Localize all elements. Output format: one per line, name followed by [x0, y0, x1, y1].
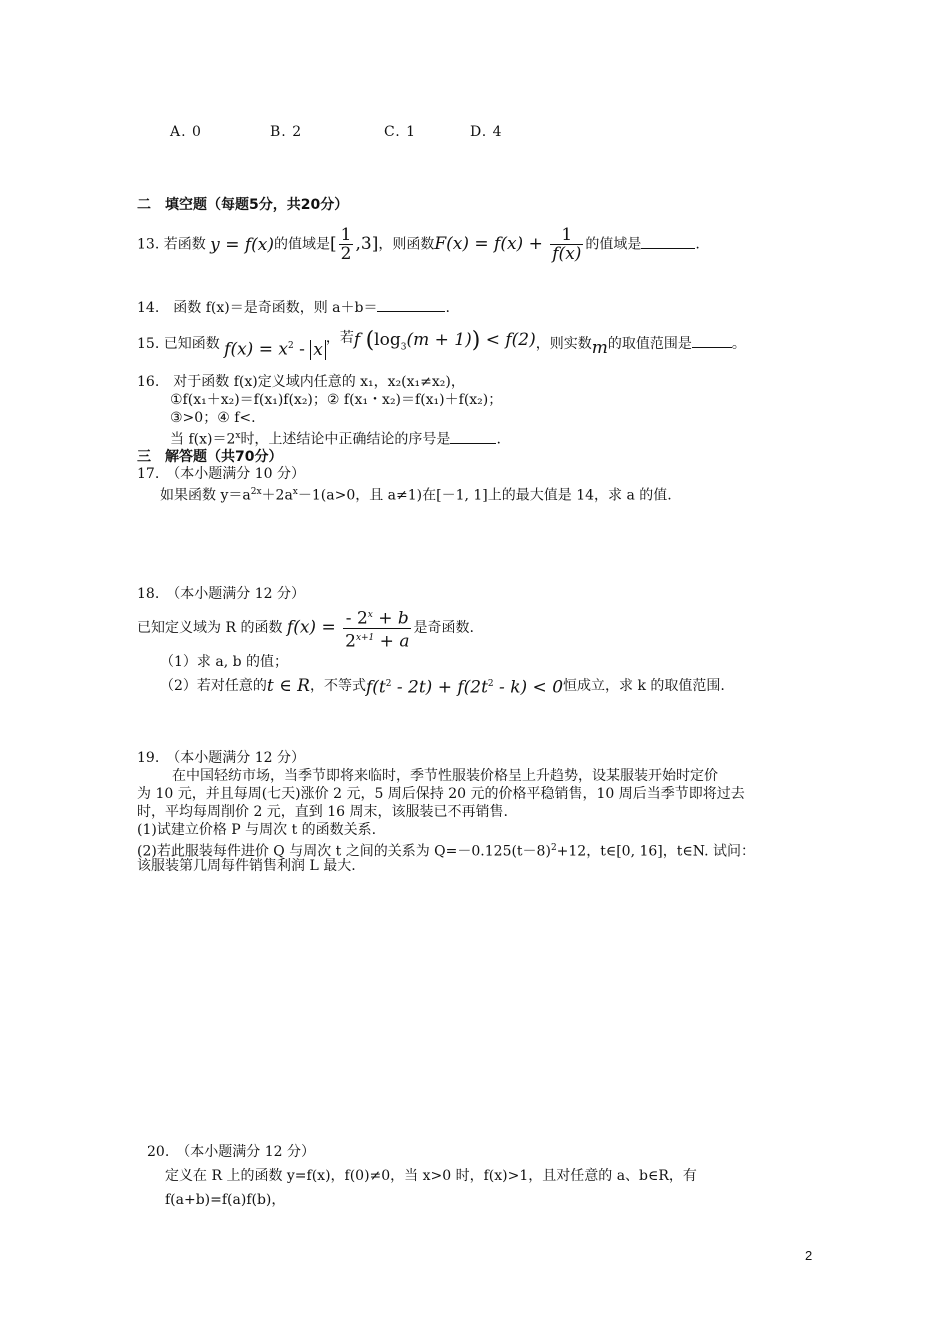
q19-head: 19. （本小题满分 12 分） [137, 750, 305, 766]
q16-line-3: ③>0；④ f<. [170, 410, 256, 426]
q20-line-1: 定义在 R 上的函数 y=f(x)，f(0)≠0，当 x>0 时，f(x)>1，且对任意的 a、b∈R，有 [165, 1168, 697, 1184]
option-a: A. 0 [170, 124, 202, 140]
q13-pre: 若函数 [163, 236, 206, 253]
q15-function: $f(x) = x^2 - x$ [224, 336, 326, 360]
q18-p2-t: t ∈ R [266, 675, 310, 696]
q18-head: 18. （本小题满分 12 分） [137, 586, 305, 602]
option-b: B. 2 [270, 124, 303, 140]
q18-intro-pre: 已知定义域为 R 的函数 [137, 620, 283, 637]
q18-part-1: （1）求 a, b 的值； [160, 654, 289, 670]
q13-post: 的值域是 [585, 236, 642, 253]
q13-answer-blank[interactable] [641, 248, 695, 249]
q16-line4-post: 时，上述结论中正确结论的序号是 [240, 431, 451, 448]
q20-line-2: f(a+b)=f(a)f(b)， [165, 1192, 286, 1208]
q19-line-5: (2)若此服装每件进价 Q 与周次 t 之间的关系为 $Q=-0.125(t-8)^2+12$，t∈[0, 16]，t∈N. 试问： [137, 843, 755, 860]
q14-answer-blank[interactable] [377, 311, 445, 312]
page-number: 2 [805, 1248, 813, 1263]
question-13 [137, 226, 700, 263]
q16-line-1: 16. 对于函数 f(x)定义域内任意的 x₁，x₂(x₁≠x₂)， [137, 374, 465, 390]
q13-mid2: ，则函数 [378, 236, 435, 253]
q15-answer-blank[interactable] [692, 347, 732, 348]
q20-head: 20. （本小题满分 12 分） [147, 1144, 315, 1160]
q18-intro [137, 606, 474, 650]
q19-line-6: 该服装第几周每件销售利润 L 最大. [137, 858, 356, 874]
q19-line-4: (1)试建立价格 P 与周次 t 的函数关系. [137, 822, 377, 838]
q14-text: 14. 函数 f(x)＝是奇函数，则 a＋b＝ [137, 300, 378, 316]
q19-line-3: 时，平均每周削价 2 元，直到 16 周末，该服装已不再销售. [137, 804, 508, 820]
q13-mid: 的值域是 [274, 236, 330, 253]
q16-line4-pre: 当 f(x)＝2 [170, 431, 236, 448]
option-c: C. 1 [384, 124, 417, 140]
q15-pre: 已知函数 [163, 335, 220, 352]
q15-end: 。 [731, 335, 746, 352]
q19-line-1: 在中国轻纺市场，当季节即将来临时，季节性服装价格呈上升趋势，设某服装开始时定价 [172, 768, 718, 784]
q16-answer-blank[interactable] [450, 443, 496, 444]
q18-function: f(x) = $\frac{- 2^x + b}{2^{x+1} + a}$ [286, 608, 410, 652]
q14-end: . [445, 300, 450, 316]
q15-comma: ，若 [325, 330, 354, 346]
q13-end: . [695, 236, 700, 253]
q13-number: 13. [137, 236, 160, 253]
q15-mid: ，则实数 [535, 335, 592, 352]
q18-p2-pre: （2）若对任意的 [160, 677, 267, 694]
section-3-title: 三 解答题（共70分） [137, 449, 283, 465]
q18-inequality: $f(t^2 - 2t) + f(2t^2 - k) < 0$ [365, 677, 564, 698]
q13-F: F(x) = f(x) + $\frac{1}{f(x)}$ [434, 225, 582, 264]
q16-line4-end: . [496, 431, 501, 448]
q15-number: 15. [137, 335, 160, 352]
section-2-title: 二 填空题（每题5分，共20分） [137, 197, 349, 213]
q13-range: [ $\frac{1}{2}$ ,3] [330, 225, 379, 264]
q13-y: y = f(x) [210, 234, 274, 255]
q17-body: 如果函数 $y=a^{2x}+2a^x-1(a>0$，且 a≠1)在[－1, 1]上的最大值是 14，求 a 的值. [160, 487, 672, 504]
q16-line-2: ①f(x₁＋x₂)＝f(x₁)f(x₂)；② f(x₁・x₂)＝f(x₁)＋f(x₂)； [170, 392, 503, 408]
question-14 [137, 298, 450, 318]
option-d: D. 4 [470, 124, 503, 140]
q18-p2-post: 恒成立，求 k 的取值范围. [563, 677, 725, 694]
q16-line4-sup: x [235, 431, 241, 441]
q19-line-2: 为 10 元，并且每周(七天)涨价 2 元，5 周后保持 20 元的价格平稳销售，10 周后当季节即将过去 [137, 786, 745, 802]
q15-inequality: f $(\log_3(m + 1)) < f(2)$ [353, 328, 536, 354]
question-15 [137, 328, 746, 360]
q18-part-2 [160, 674, 725, 698]
q18-intro-post: 是奇函数. [413, 620, 474, 637]
q18-p2-mid: ，不等式 [309, 677, 366, 694]
q17-head: 17. （本小题满分 10 分） [137, 466, 305, 482]
q15-post: 的取值范围是 [607, 335, 692, 352]
q15-m: m [591, 337, 608, 358]
